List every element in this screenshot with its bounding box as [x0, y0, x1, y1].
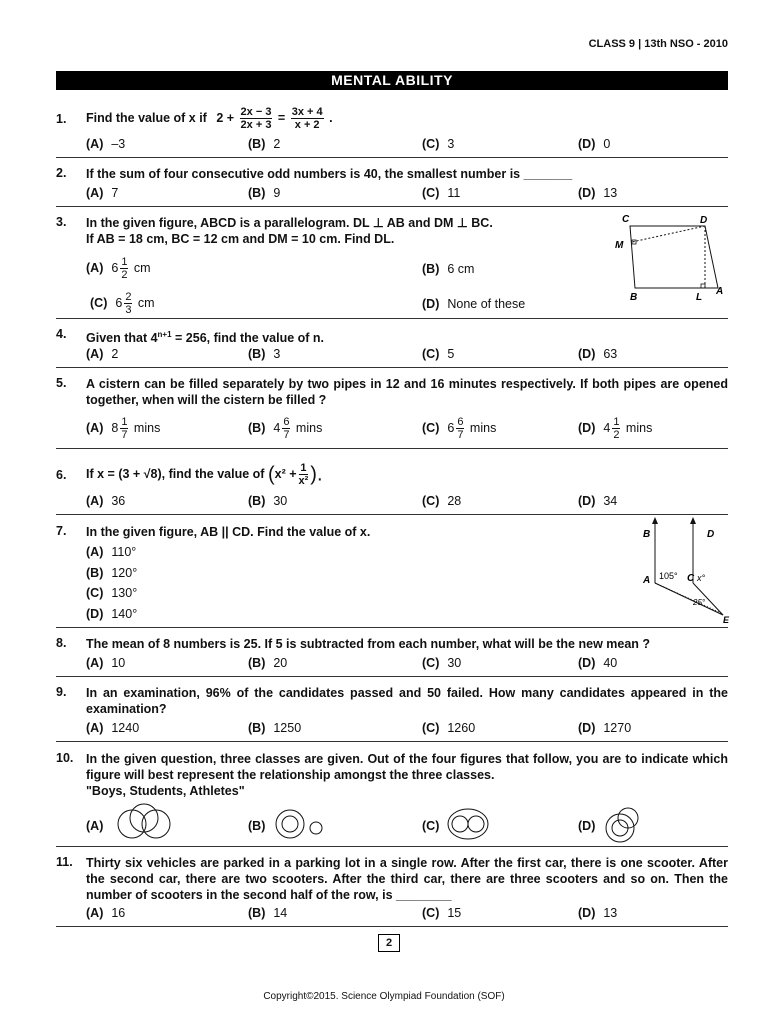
question-11 [56, 855, 728, 905]
option-d: (D) None of these [422, 297, 526, 311]
venn-nested-and-separate [272, 808, 332, 842]
question-number: 1. [56, 112, 67, 126]
equals-sign: = [277, 110, 286, 125]
option-b: (B) 20 [248, 656, 288, 670]
option-a: (A) 8 $\frac{1}{7}$ mins [86, 416, 161, 441]
option-a: (A) 10 [86, 656, 126, 670]
option-a: (A) 16 [86, 906, 126, 920]
venn-nested-overlap [600, 804, 644, 846]
option-b: (B) 6 cm [422, 262, 475, 276]
option-d: (D) 1270 [578, 721, 632, 735]
question-number: 5. [56, 376, 67, 390]
divider [56, 676, 728, 677]
fig-label-c: C [687, 573, 695, 584]
fig-label-m: M [615, 240, 624, 251]
parallelogram-figure [610, 210, 735, 305]
divider [56, 318, 728, 319]
option-a: (A) 36 [86, 494, 126, 508]
divider [56, 157, 728, 158]
fig-label-a: A [716, 286, 724, 297]
option-d: (D) 140° [86, 607, 138, 621]
option-a: (A) [86, 819, 104, 833]
question-number: 4. [56, 327, 67, 341]
option-d: (D) 63 [578, 347, 618, 361]
question-text-line-2: If AB = 18 cm, BC = 12 cm and DM = 10 cm. Find DL. [86, 232, 395, 246]
fig-label-d: D [700, 215, 708, 226]
question-9 [56, 685, 728, 721]
question-7 [56, 524, 728, 544]
fig-label-c: C [622, 214, 630, 225]
option-d: (D) 0 [578, 137, 611, 151]
angle-105: 105° [659, 571, 678, 581]
question-text: In the given question, three classes are given. Out of the four figures that follow, you are to indicate which figure will best represent the relationship amongst the three classes. [86, 752, 728, 782]
fig-label-l: L [696, 292, 703, 303]
option-b: (B) [248, 819, 266, 833]
option-b: (B) 4 $\frac{6}{7}$ mins [248, 416, 323, 441]
option-c: (C) 6 $\frac{6}{7}$ mins [422, 416, 497, 441]
option-a: (A) –3 [86, 137, 126, 151]
venn-three-overlapping [112, 802, 172, 846]
question-text-line-1: In the given figure, ABCD is a parallelogram. DL ⊥ AB and DM ⊥ BC. [86, 216, 493, 230]
option-b: (B) 3 [248, 347, 281, 361]
question-text: The mean of 8 numbers is 25. If 5 is subtracted from each number, what will be the new mean ? [86, 637, 651, 651]
option-b: (B) 30 [248, 494, 288, 508]
option-a: (A) 1240 [86, 721, 140, 735]
divider [56, 206, 728, 207]
if-word: If [86, 466, 94, 481]
divider [56, 514, 728, 515]
option-a: (A) 6 $\frac{1}{2}$ cm [86, 256, 151, 281]
option-a: (A) 110° [86, 545, 137, 559]
option-c: (C) [422, 819, 440, 833]
question-number: 7. [56, 524, 67, 538]
expr-left: 2 + [216, 110, 235, 125]
question-6: 6. If x = (3 + √8), find the value of (x² + $\frac{1}{\text{x²}}$ ). [56, 462, 323, 487]
option-c: (C) 6 $\frac{2}{3}$ cm [90, 291, 155, 316]
x-expression: x = (3 + √8), [97, 466, 166, 481]
question-text: If the sum of four consecutive odd numbers is 40, the smallest number is _______ [86, 167, 573, 181]
venn-two-inside-one [446, 806, 492, 842]
section-title: MENTAL ABILITY [56, 71, 728, 90]
question-text: A cistern can be filled separately by two pipes in 12 and 16 minutes respectively. If both pipes are opened together, when will the cistern be filled ? [86, 377, 728, 407]
question-number: 2. [56, 166, 67, 180]
divider [56, 926, 728, 927]
question-number: 3. [56, 215, 67, 229]
question-4 [56, 327, 728, 347]
question-2 [56, 166, 728, 186]
option-d: (D) 13 [578, 906, 618, 920]
option-b: (B) 1250 [248, 721, 302, 735]
question-text: Find the value of x if [86, 110, 207, 125]
option-b: (B) 2 [248, 137, 281, 151]
period: . [329, 110, 333, 125]
option-d: (D) 34 [578, 494, 618, 508]
question-text: In an examination, 96% of the candidates passed and 50 failed. How many candidates appeared in the examination? [86, 686, 728, 716]
option-c: (C) 15 [422, 906, 462, 920]
question-number: 11. [56, 855, 73, 869]
divider [56, 846, 728, 847]
option-c: (C) 1260 [422, 721, 476, 735]
question-10 [56, 751, 728, 801]
question-1 [56, 102, 728, 152]
fig-label-a: A [643, 575, 651, 586]
divider [56, 448, 728, 449]
option-c: (C) 30 [422, 656, 462, 670]
parallel-lines-figure [635, 515, 735, 625]
question-8 [56, 636, 728, 656]
option-b: (B) 120° [86, 566, 138, 580]
option-d: (D) 13 [578, 186, 618, 200]
angle-25: 25° [693, 598, 706, 607]
option-d: (D) [578, 819, 596, 833]
question-text: In the given figure, AB || CD. Find the value of x. [86, 525, 371, 539]
option-c: (C) 130° [86, 586, 138, 600]
fig-label-d: D [707, 529, 715, 540]
divider [56, 741, 728, 742]
option-b: (B) 14 [248, 906, 288, 920]
divider [56, 367, 728, 368]
question-number: 10. [56, 751, 74, 765]
option-a: (A) 2 [86, 347, 119, 361]
fraction-2: $\frac{3x + 4}{x + 2}$ [291, 106, 323, 131]
question-text: Thirty six vehicles are parked in a parking lot in a single row. After the first car, there is one scooter. After the second car, there are two scooters. After the third car, there are three scooters and so on. Then the number of scooters in the second half of the row, is ________ [86, 856, 728, 902]
option-c: (C) 3 [422, 137, 455, 151]
option-c: (C) 5 [422, 347, 455, 361]
divider [56, 627, 728, 628]
option-d: (D) 40 [578, 656, 618, 670]
fraction-1: $\frac{2x - 3}{2x + 3}$ [240, 106, 272, 131]
footer-copyright: Copyright©2015. Science Olympiad Foundation (SOF) [263, 991, 505, 1002]
option-a: (A) 7 [86, 186, 119, 200]
question-number: 9. [56, 685, 67, 699]
find-text: find the value of [168, 466, 265, 481]
question-text: Given that $4^{n+1} = 256$, find the value of n. [86, 330, 325, 346]
question-5 [56, 376, 728, 412]
option-c: (C) 28 [422, 494, 462, 508]
option-d: (D) 4 $\frac{1}{2}$ mins [578, 416, 653, 441]
option-c: (C) 11 [422, 186, 461, 200]
header-class-info: CLASS 9 | 13th NSO - 2010 [588, 38, 728, 50]
fig-label-b: B [630, 292, 638, 303]
question-number: 8. [56, 636, 67, 650]
page-number: 2 [378, 934, 400, 952]
option-b: (B) 9 [248, 186, 281, 200]
fig-label-b: B [643, 529, 651, 540]
angle-x: x° [697, 573, 706, 583]
question-classes: "Boys, Students, Athletes" [86, 784, 245, 798]
question-number: 6. [56, 468, 67, 482]
fig-label-e: E [723, 615, 730, 625]
